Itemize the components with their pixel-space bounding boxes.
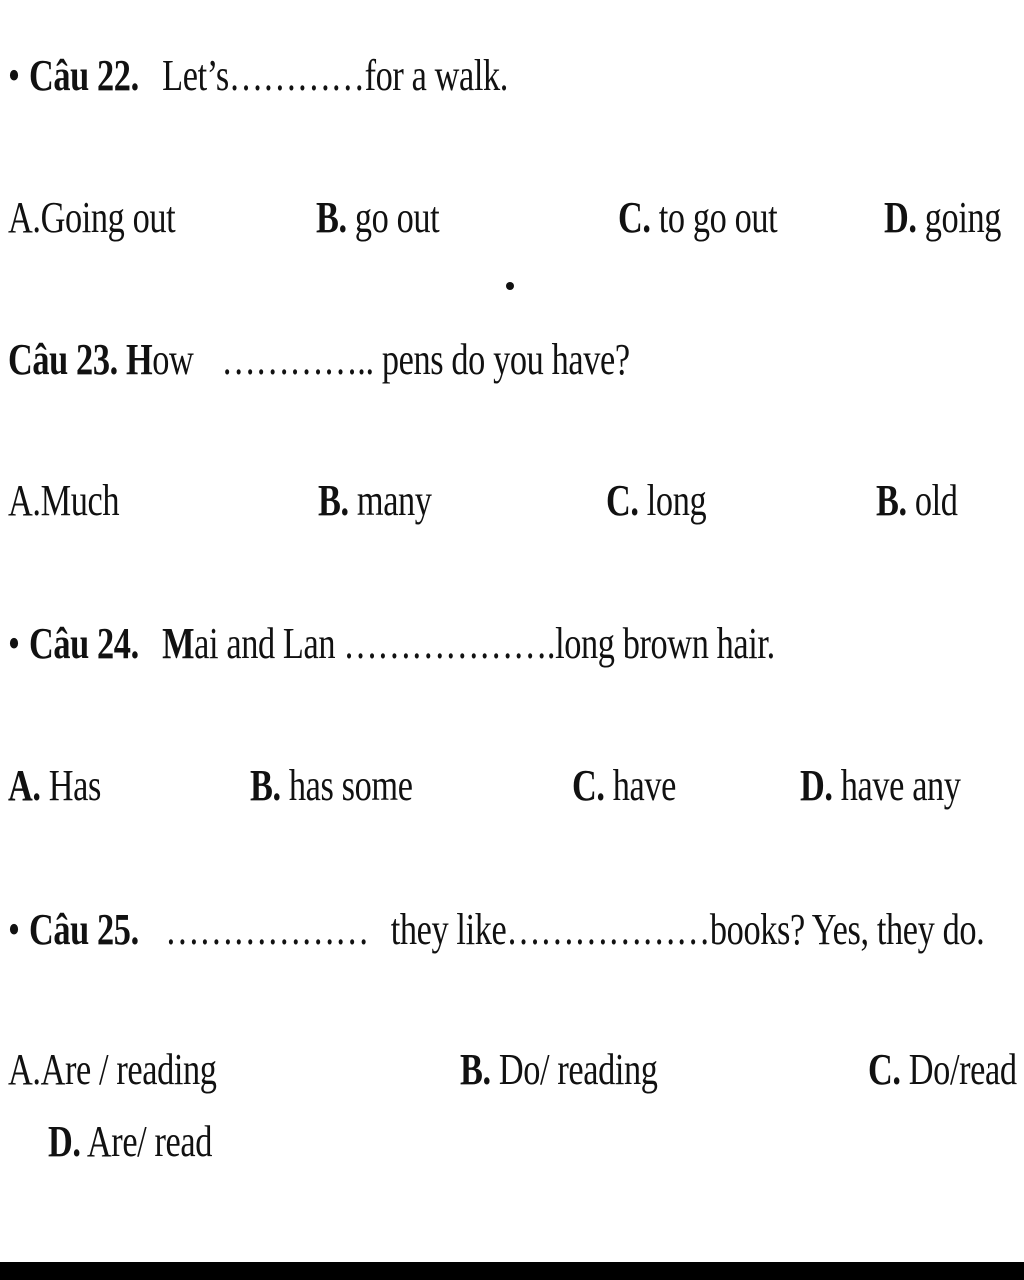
option-24-d: [800, 761, 961, 810]
bullet: •: [8, 905, 20, 954]
option-25-c: [868, 1045, 1017, 1094]
question-label: Câu 23.: [8, 335, 118, 384]
option-text: Do/read: [908, 1045, 1017, 1094]
option-letter: A.: [8, 193, 41, 242]
option-letter: B.: [318, 476, 349, 525]
option-letter: C.: [618, 193, 651, 242]
option-text: to go out: [658, 193, 778, 242]
option-text: Are / reading: [40, 1045, 217, 1094]
answer-blank-1: ………………: [165, 905, 369, 954]
question-stem-end: books? Yes, they do.: [709, 905, 985, 954]
option-letter: B.: [316, 193, 347, 242]
option-22-c: [618, 193, 778, 242]
option-letter: D.: [884, 193, 917, 242]
question-stem-start: ow: [152, 335, 194, 384]
question-stem-lead: M: [162, 619, 195, 668]
option-23-c: [606, 476, 707, 525]
option-letter: A.: [8, 1045, 41, 1094]
option-letter: D.: [800, 761, 833, 810]
option-24-b: [250, 761, 413, 810]
option-22-d: [884, 193, 1002, 242]
option-25-a: [8, 1045, 217, 1094]
option-text: Going out: [40, 193, 176, 242]
option-letter: B.: [250, 761, 281, 810]
option-text: Do/ reading: [498, 1045, 658, 1094]
option-letter: C.: [572, 761, 605, 810]
option-text: have any: [840, 761, 961, 810]
question-22: [8, 51, 508, 100]
question-stem-end: pens do you have?: [381, 335, 630, 384]
question-25: [8, 905, 985, 954]
option-text: many: [356, 476, 432, 525]
option-22-a: [8, 193, 176, 242]
option-25-d: [48, 1117, 213, 1166]
question-stem-lead: H: [125, 335, 153, 384]
bottom-black-bar: [0, 1262, 1024, 1280]
bullet: •: [8, 619, 20, 668]
question-stem-start: ai and Lan: [194, 619, 336, 668]
option-text: going: [924, 193, 1002, 242]
question-24: [8, 619, 775, 668]
answer-blank: …………: [228, 51, 365, 100]
question-23: [8, 335, 630, 384]
question-label: Câu 22.: [28, 51, 139, 100]
option-text: have: [612, 761, 677, 810]
question-stem-end: long brown hair.: [555, 619, 775, 668]
question-stem-end: for a walk.: [364, 51, 508, 100]
option-25-b: [460, 1045, 658, 1094]
option-letter: B.: [460, 1045, 491, 1094]
option-text: go out: [354, 193, 440, 242]
option-letter: A.: [8, 761, 41, 810]
option-letter: D.: [48, 1117, 81, 1166]
option-letter: A.: [8, 476, 41, 525]
answer-blank: ……………….: [343, 619, 556, 668]
question-stem-start: they like: [390, 905, 507, 954]
option-text: Much: [40, 476, 120, 525]
option-23-a: [8, 476, 120, 525]
question-stem-start: Let’s: [162, 51, 229, 100]
option-letter: C.: [868, 1045, 901, 1094]
option-24-a: [8, 761, 101, 810]
option-22-b: [316, 193, 440, 242]
answer-blank-2: ………………: [506, 905, 710, 954]
option-text: long: [646, 476, 707, 525]
option-23-d: [876, 476, 958, 525]
question-label: Câu 25.: [28, 905, 139, 954]
bullet: •: [8, 51, 20, 100]
option-text: Has: [48, 761, 101, 810]
option-23-b: [318, 476, 432, 525]
option-text: old: [914, 476, 958, 525]
stray-dot: [506, 282, 514, 290]
option-24-c: [572, 761, 677, 810]
option-letter: C.: [606, 476, 639, 525]
option-text: Are/ read: [86, 1117, 213, 1166]
question-label: Câu 24.: [28, 619, 139, 668]
option-letter: B.: [876, 476, 907, 525]
option-text: has some: [288, 761, 413, 810]
answer-blank: …………..: [221, 335, 374, 384]
